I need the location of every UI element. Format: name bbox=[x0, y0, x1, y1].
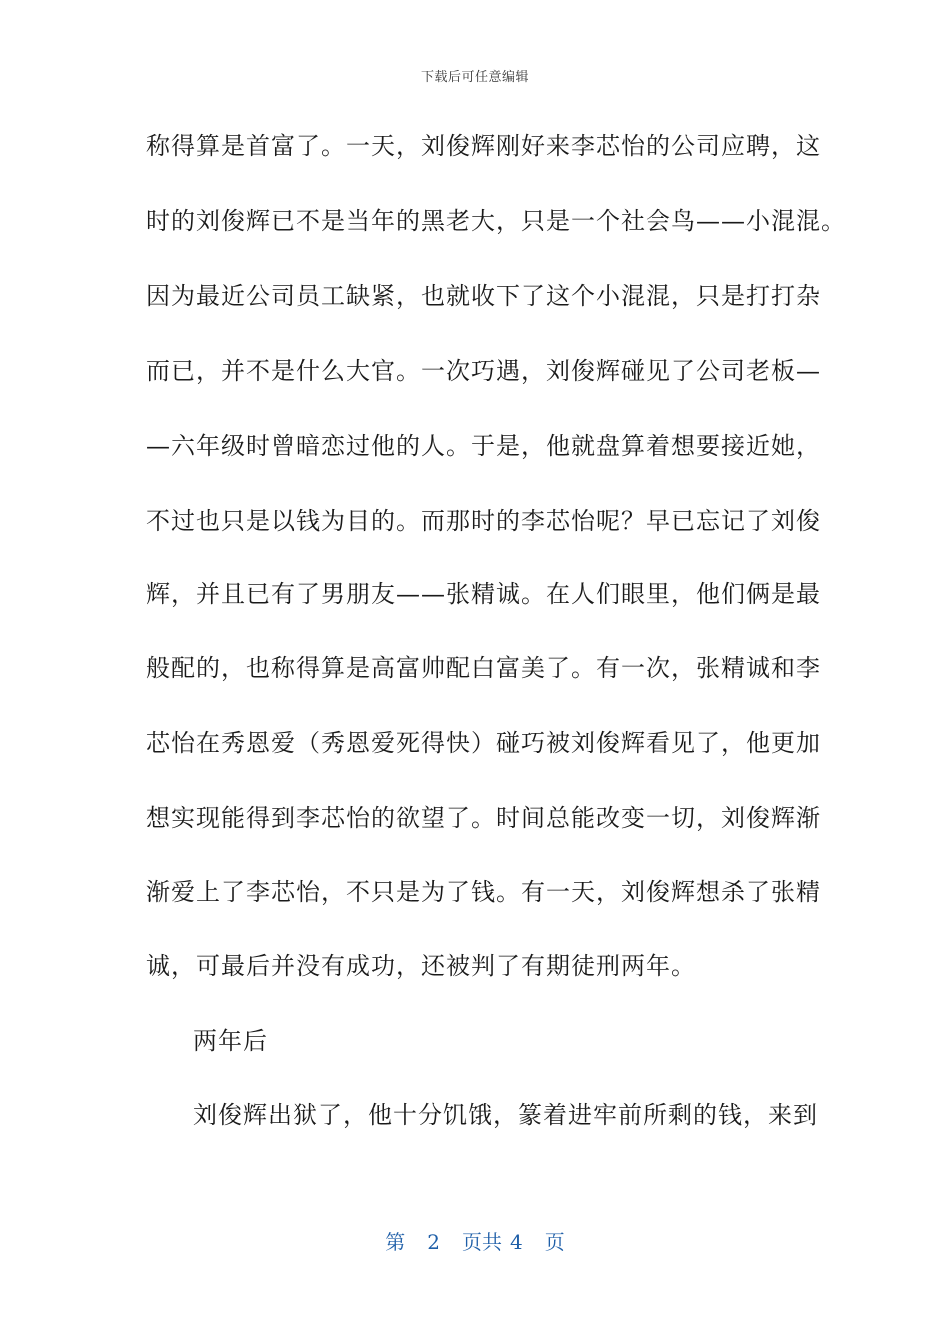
body-line: 渐爱上了李芯怡，不只是为了钱。有一天，刘俊辉想杀了张精 bbox=[146, 878, 821, 906]
body-line: 而已，并不是什么大官。一次巧遇，刘俊辉碰见了公司老板— bbox=[146, 357, 821, 385]
page-label-prefix: 第 bbox=[385, 1230, 406, 1254]
body-line: 诚，可最后并没有成功，还被判了有期徒刑两年。 bbox=[146, 952, 696, 980]
body-line: 辉，并且已有了男朋友——张精诚。在人们眼里，他们俩是最 bbox=[146, 580, 821, 608]
page-label-middle: 页共 bbox=[462, 1230, 502, 1254]
body-line: 不过也只是以钱为目的。而那时的李芯怡呢？早已忘记了刘俊 bbox=[146, 507, 821, 535]
body-line: 称得算是首富了。一天，刘俊辉刚好来李芯怡的公司应聘，这 bbox=[146, 132, 821, 160]
page-footer bbox=[0, 1226, 950, 1255]
page-header: 下载后可任意编辑 bbox=[420, 70, 529, 85]
section-heading: 两年后 bbox=[193, 1027, 268, 1055]
body-line: 般配的，也称得算是高富帅配白富美了。有一次，张精诚和李 bbox=[146, 654, 821, 682]
body-line: —六年级时曾暗恋过他的人。于是，他就盘算着想要接近她， bbox=[146, 432, 821, 460]
page-label-suffix: 页 bbox=[544, 1230, 565, 1254]
current-page-number: 2 bbox=[427, 1230, 440, 1254]
body-line: 时的刘俊辉已不是当年的黑老大，只是一个社会鸟——小混混。 bbox=[146, 207, 846, 235]
body-line: 想实现能得到李芯怡的欲望了。时间总能改变一切，刘俊辉渐 bbox=[146, 804, 821, 832]
total-pages-number: 4 bbox=[510, 1230, 523, 1254]
body-line: 芯怡在秀恩爱（秀恩爱死得快）碰巧被刘俊辉看见了，他更加 bbox=[146, 729, 821, 757]
body-line: 因为最近公司员工缺紧，也就收下了这个小混混，只是打打杂 bbox=[146, 282, 821, 310]
body-line: 刘俊辉出狱了，他十分饥饿，篆着进牢前所剩的钱，来到 bbox=[193, 1101, 818, 1129]
